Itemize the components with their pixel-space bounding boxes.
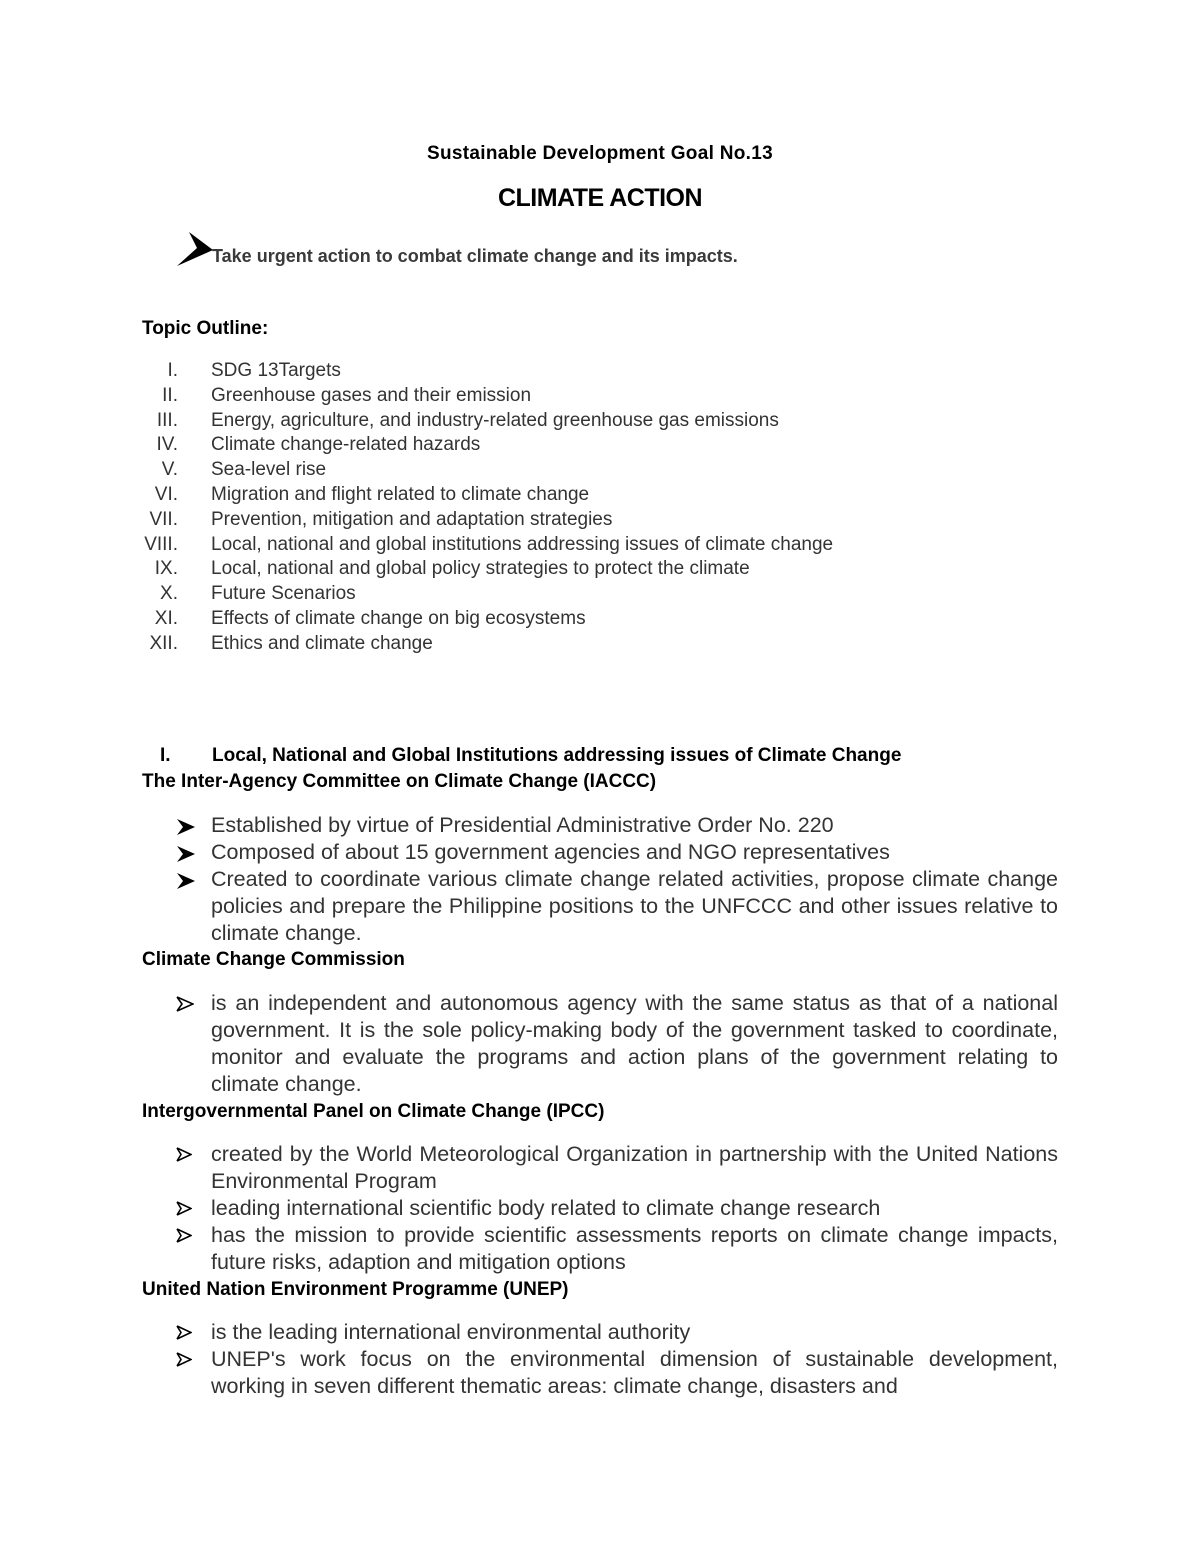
- outline-item: [0, 509, 1200, 534]
- section-title: Local, National and Global Institutions addressing issues of Climate Change: [212, 745, 902, 766]
- outline-item: [0, 608, 1200, 633]
- arrowhead-icon: [175, 228, 215, 268]
- arrow-bullet-icon: [176, 1228, 192, 1243]
- topic-outline: [0, 360, 1200, 658]
- arrow-bullet-icon: [176, 818, 196, 836]
- arrow-bullet-icon: [176, 1201, 192, 1216]
- outline-number: XII.: [149, 632, 178, 654]
- list-item-text: Established by virtue of Presidential Administrative Order No. 220: [211, 813, 834, 837]
- outline-number: VI.: [154, 483, 178, 505]
- outline-number: III.: [156, 409, 178, 431]
- ccc-heading: Climate Change Commission: [142, 949, 405, 970]
- outline-number: VIII.: [144, 533, 178, 555]
- list-item-text: Composed of about 15 government agencies and NGO representatives: [211, 840, 890, 864]
- outline-text: Sea-level rise: [211, 459, 327, 481]
- outline-text: Local, national and global institutions addressing issues of climate change: [211, 533, 834, 555]
- outline-text: Effects of climate change on big ecosystems: [211, 607, 586, 629]
- outline-item: [0, 360, 1200, 385]
- outline-number: IV.: [156, 434, 178, 456]
- outline-item: [0, 410, 1200, 435]
- list-item: [176, 1222, 1058, 1276]
- outline-text: Energy, agriculture, and industry-related greenhouse gas emissions: [211, 409, 779, 431]
- ccc-list: [176, 990, 1058, 1098]
- list-item-text: has the mission to provide scientific assessments reports on climate change impacts, future risks, adaption and mitigation options: [211, 1223, 1058, 1274]
- list-item: [176, 866, 1058, 947]
- arrow-bullet-icon: [176, 845, 196, 863]
- outline-number: V.: [161, 459, 178, 481]
- outline-text: Greenhouse gases and their emission: [211, 384, 532, 406]
- outline-item: [0, 558, 1200, 583]
- list-item: [176, 839, 1058, 866]
- outline-item: [0, 459, 1200, 484]
- list-item: [176, 1195, 1058, 1222]
- arrow-bullet-icon: [176, 1147, 192, 1162]
- list-item-text: leading international scientific body related to climate change research: [211, 1196, 881, 1220]
- outline-item: [0, 434, 1200, 459]
- ipcc-list: [176, 1141, 1058, 1276]
- outline-text: Prevention, mitigation and adaptation strategies: [211, 508, 613, 530]
- arrow-bullet-icon: [176, 872, 196, 890]
- list-item-text: Created to coordinate various climate change related activities, propose climate change policies and prepare the Philippine positions to the UNFCCC and other issues relative to climate change.: [211, 867, 1058, 945]
- outline-text: Migration and flight related to climate change: [211, 483, 590, 505]
- outline-item: [0, 633, 1200, 658]
- list-item: [176, 812, 1058, 839]
- document-title: CLIMATE ACTION: [497, 184, 703, 212]
- outline-number: XI.: [154, 607, 178, 629]
- outline-number: X.: [160, 583, 178, 605]
- outline-item: [0, 484, 1200, 509]
- tagline-text: Take urgent action to combat climate change and its impacts.: [212, 246, 738, 266]
- unep-heading: United Nation Environment Programme (UNEP): [142, 1279, 569, 1300]
- outline-text: Future Scenarios: [211, 583, 356, 605]
- list-item-text: created by the World Meteorological Organization in partnership with the United Nations Environmental Program: [211, 1142, 1058, 1193]
- list-item: [176, 1346, 1058, 1400]
- outline-text: Climate change-related hazards: [211, 434, 481, 456]
- outline-label: Topic Outline:: [142, 318, 269, 339]
- outline-number: II.: [162, 384, 178, 406]
- unep-list: [176, 1319, 1058, 1400]
- list-item-text: is the leading international environmental authority: [211, 1320, 691, 1344]
- arrow-bullet-icon: [176, 1325, 192, 1340]
- list-item-text: UNEP's work focus on the environmental dimension of sustainable development, working in seven different thematic areas: climate change, disasters and: [211, 1347, 1058, 1398]
- section-number: I.: [160, 745, 171, 766]
- outline-number: I.: [167, 360, 178, 381]
- outline-text: SDG 13Targets: [211, 360, 341, 381]
- outline-number: VII.: [149, 508, 178, 530]
- outline-text: Ethics and climate change: [211, 632, 433, 654]
- list-item-text: is an independent and autonomous agency with the same status as that of a national government. It is the sole policy-making body of the government tasked to coordinate, monitor and evaluate the programs and action plans of the government relating to climate change.: [211, 991, 1058, 1096]
- list-item: [176, 1319, 1058, 1346]
- tagline: [175, 228, 1075, 270]
- arrow-bullet-icon: [176, 1352, 192, 1367]
- outline-item: [0, 534, 1200, 559]
- outline-text: Local, national and global policy strategies to protect the climate: [211, 558, 750, 580]
- arrow-bullet-icon: [176, 996, 194, 1012]
- iaccc-list: [176, 812, 1058, 947]
- outline-item: [0, 385, 1200, 410]
- list-item: [176, 1141, 1058, 1195]
- document-subtitle: Sustainable Development Goal No.13: [427, 143, 773, 164]
- list-item: [176, 990, 1058, 1098]
- outline-item: [0, 583, 1200, 608]
- iaccc-heading: The Inter-Agency Committee on Climate Change (IACCC): [142, 771, 657, 792]
- ipcc-heading: Intergovernmental Panel on Climate Change (IPCC): [142, 1101, 605, 1122]
- outline-number: IX.: [154, 558, 178, 580]
